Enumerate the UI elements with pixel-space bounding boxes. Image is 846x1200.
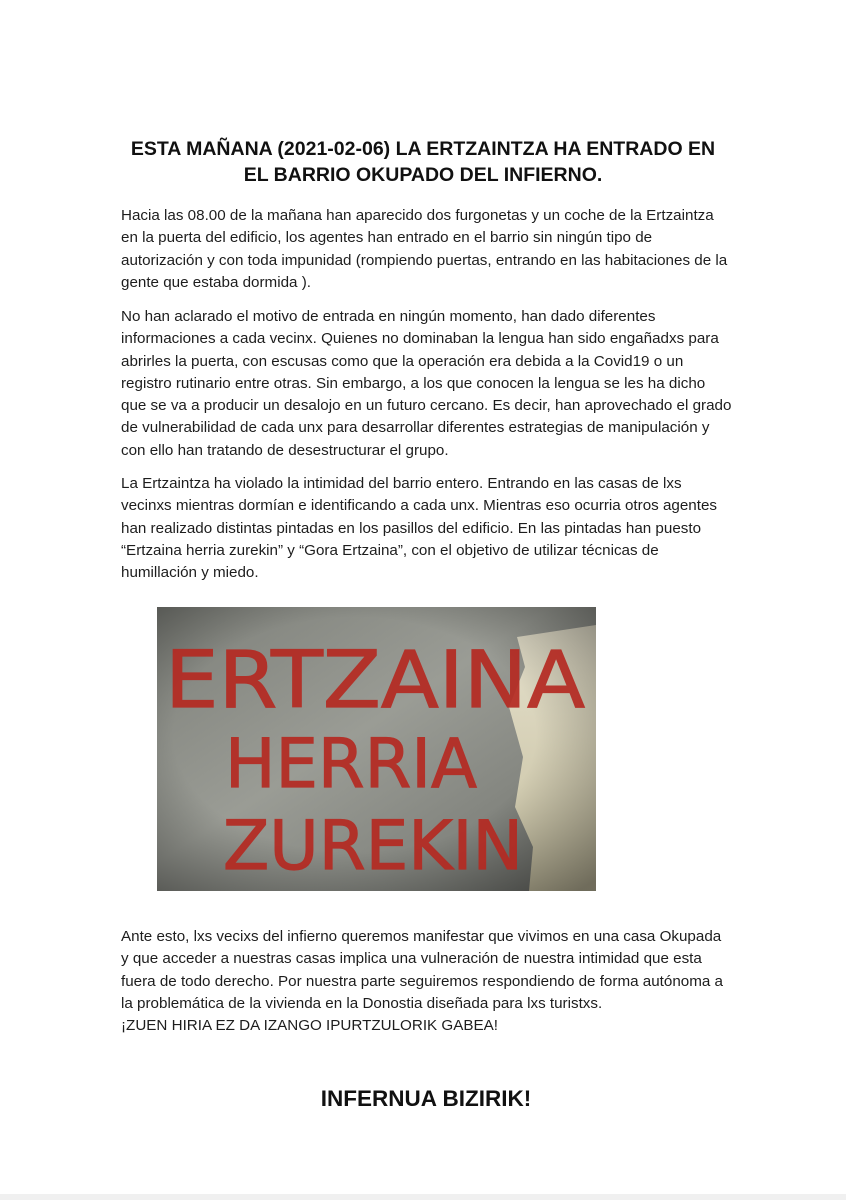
graffiti-line-2: HERRIA: [225, 725, 477, 804]
paragraph-4: [121, 926, 733, 1037]
paragraph-4-text: Ante esto, lxs vecixs del infierno queremos manifestar que vivimos en una casa Okupada y que acceder a nuestras casas implica una vulneración de nuestra intimidad que esta fuera de todo derecho. Por nuestra parte seguiremos respondiendo de forma autónoma a la problemática de la vivienda en la Donostia diseñada para lxs turistxs.: [121, 928, 723, 1012]
title-line-2: EL BARRIO OKUPADO DEL INFIERNO.: [243, 164, 603, 186]
graffiti-line-3: ZUREKIN: [223, 807, 523, 886]
graffiti-photo: [157, 607, 596, 891]
graffiti-line-1: ERTZAINA: [165, 636, 585, 726]
document-title: [100, 136, 746, 188]
title-line-1: ESTA MAÑANA (2021-02-06) LA ERTZAINTZA HA ENTRADO EN: [130, 138, 716, 160]
slogan: ¡ZUEN HIRIA EZ DA IZANGO IPURTZULORIK GABEA!: [121, 1017, 498, 1035]
paragraph-2: No han aclarado el motivo de entrada en ningún momento, han dado diferentes informaciones a cada vecinx. Quienes no dominaban la lengua han sido engañadxs para abrirles la puerta, con escusas como que la operación era debida a la Covid19 o un registro rutinario entre otras. Sin embargo, a los que conocen la lengua se les ha dicho que se va a producir un desalojo en un futuro cercano. Es decir, han aprovechado el grado de vulnerabilidad de cada unx para desarrollar diferentes estrategias de manipulación y con ello han tratando de desestructurar el grupo.: [121, 308, 732, 459]
paragraph-3: La Ertzaintza ha violado la intimidad del barrio entero. Entrando en las casas de lxs vecinxs mientras dormían e identificando a cada unx. Mientras eso ocurria otros agentes han realizado distintas pintadas en los pasillos del edificio. En las pintadas han puesto “Ertzaina herria zurekin” y “Gora Ertzaina”, con el objetivo de utilizar técnicas de humillación y miedo.: [121, 475, 717, 582]
bottom-edge: [0, 1194, 846, 1200]
closing-slogan: INFERNUA BIZIRIK!: [320, 1086, 532, 1111]
graffiti-photo-image: [157, 607, 596, 891]
paragraph-1: Hacia las 08.00 de la mañana han aparecido dos furgonetas y un coche de la Ertzaintza en la puerta del edificio, los agentes han entrado en el barrio sin ningún tipo de autorización y con toda impunidad (rompiendo puertas, entrando en las habitaciones de la gente que estaba dormida ).: [121, 207, 728, 291]
